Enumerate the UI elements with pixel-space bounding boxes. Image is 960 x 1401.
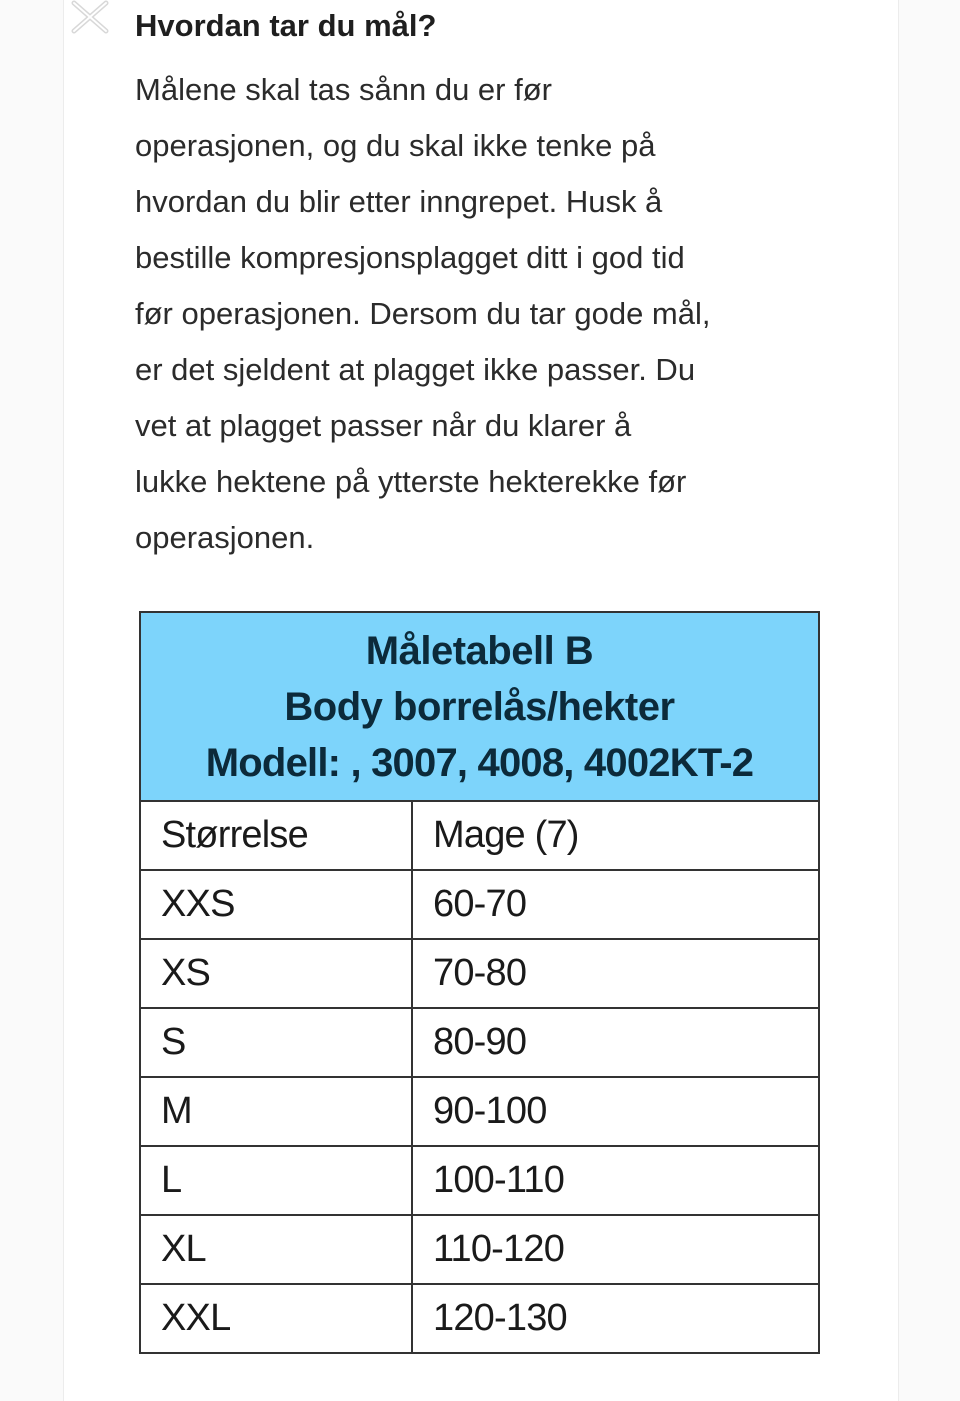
size-cell: XS xyxy=(140,939,412,1008)
table-caption-row xyxy=(140,612,819,801)
size-cell: L xyxy=(140,1146,412,1215)
belly-measure-cell: 120-130 xyxy=(412,1284,819,1353)
table-row xyxy=(140,1077,819,1146)
column-header-size: Størrelse xyxy=(140,801,412,870)
size-cell: XXL xyxy=(140,1284,412,1353)
section-heading: Hvordan tar du mål? xyxy=(135,8,437,43)
table-subtitle: Body borrelås/hekter xyxy=(284,685,675,729)
belly-measure-cell: 110-120 xyxy=(412,1215,819,1284)
table-row xyxy=(140,1284,819,1353)
table-row xyxy=(140,1146,819,1215)
belly-measure-cell: 100-110 xyxy=(412,1146,819,1215)
column-header-belly: Mage (7) xyxy=(412,801,819,870)
belly-measure-cell: 90-100 xyxy=(412,1077,819,1146)
measurement-instructions: Målene skal tas sånn du er før operasjonen, og du skal ikke tenke på hvordan du blir etter inngrepet. Husk å bestille kompresjonsplagget ditt i god tid før operasjonen. Dersom du tar gode mål, er det sjeldent at plagget ikke passer. Du vet at plagget passer når du klarer å lukke hektene på ytterste hekterekke før operasjonen. xyxy=(135,72,711,555)
belly-measure-cell: 60-70 xyxy=(412,870,819,939)
table-row xyxy=(140,870,819,939)
size-chart-table xyxy=(139,611,820,1354)
size-cell: XL xyxy=(140,1215,412,1284)
table-body xyxy=(140,801,819,1353)
table-row xyxy=(140,939,819,1008)
table-row xyxy=(140,1008,819,1077)
size-cell: S xyxy=(140,1008,412,1077)
belly-measure-cell: 80-90 xyxy=(412,1008,819,1077)
table-caption xyxy=(140,612,819,801)
belly-measure-cell: 70-80 xyxy=(412,939,819,1008)
table-model-list: Modell: , 3007, 4008, 4002KT-2 xyxy=(205,741,754,785)
size-cell: XXS xyxy=(140,870,412,939)
table-row xyxy=(140,1215,819,1284)
size-cell: M xyxy=(140,1077,412,1146)
close-button[interactable] xyxy=(71,0,111,34)
close-icon[interactable] xyxy=(71,0,111,34)
table-title: Måletabell B xyxy=(365,629,594,673)
table-header-row xyxy=(140,801,819,870)
